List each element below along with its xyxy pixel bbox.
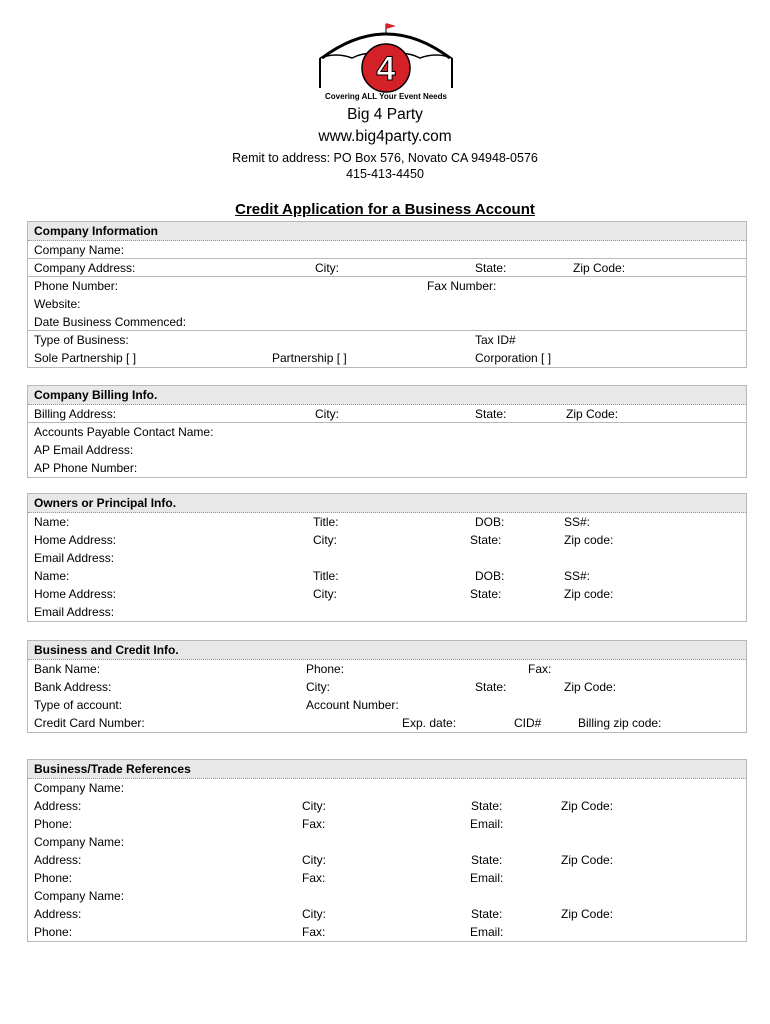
section-owners-info <box>27 493 747 622</box>
form-row[interactable] <box>28 441 746 459</box>
title-field: Title: <box>313 569 339 583</box>
form-row[interactable] <box>28 714 746 732</box>
big4party-logo <box>316 20 456 102</box>
form-row[interactable] <box>28 851 746 869</box>
form-row[interactable] <box>28 331 746 349</box>
ref-address-field: Address: <box>34 907 82 921</box>
ref-phone-field: Phone: <box>34 817 73 831</box>
form-row[interactable] <box>28 513 746 531</box>
city-field: City: <box>302 907 326 921</box>
bank-address-field: Bank Address: <box>34 680 112 694</box>
ref-address-field: Address: <box>34 799 82 813</box>
section-heading: Business/Trade References <box>28 760 746 779</box>
ref-company-name-field: Company Name: <box>34 781 125 795</box>
state-field: State: <box>475 680 507 694</box>
zip-field: Zip Code: <box>561 799 614 813</box>
ref-phone-field: Phone: <box>34 925 73 939</box>
zip-field: Zip Code: <box>564 680 617 694</box>
date-commenced-field: Date Business Commenced: <box>34 315 187 329</box>
email-field: Email: <box>470 817 504 831</box>
dob-field: DOB: <box>475 515 505 529</box>
form-row[interactable] <box>28 459 746 477</box>
account-number-field: Account Number: <box>306 698 399 712</box>
form-row[interactable] <box>28 277 746 295</box>
partnership-checkbox[interactable]: Partnership [ ] <box>272 351 347 365</box>
city-field: City: <box>315 407 339 421</box>
form-row[interactable] <box>28 779 746 797</box>
state-field: State: <box>475 261 507 275</box>
form-row[interactable] <box>28 405 746 423</box>
fax-field: Fax: <box>302 817 326 831</box>
state-field: State: <box>471 907 503 921</box>
email-field: Email Address: <box>34 551 115 565</box>
email-field: Email: <box>470 925 504 939</box>
form-row[interactable] <box>28 678 746 696</box>
zip-field: Zip Code: <box>573 261 626 275</box>
city-field: City: <box>306 680 330 694</box>
form-row[interactable] <box>28 241 746 259</box>
form-row[interactable] <box>28 313 746 331</box>
city-field: City: <box>302 853 326 867</box>
state-field: State: <box>471 853 503 867</box>
phone-field: Phone Number: <box>34 279 119 293</box>
zip-field: Zip Code: <box>566 407 619 421</box>
form-row[interactable] <box>28 815 746 833</box>
company-name-field: Company Name: <box>34 243 125 257</box>
website-field: Website: <box>34 297 81 311</box>
section-company-info <box>27 221 747 368</box>
state-field: State: <box>470 533 502 547</box>
email-field: Email Address: <box>34 605 115 619</box>
form-row[interactable] <box>28 531 746 549</box>
state-field: State: <box>470 587 502 601</box>
credit-card-field: Credit Card Number: <box>34 716 145 730</box>
website-header: www.big4party.com <box>318 128 452 145</box>
form-row[interactable] <box>28 423 746 441</box>
section-heading: Company Information <box>28 222 746 241</box>
form-row[interactable] <box>28 869 746 887</box>
city-field: City: <box>313 587 337 601</box>
state-field: State: <box>475 407 507 421</box>
title-field: Title: <box>313 515 339 529</box>
email-field: Email: <box>470 871 504 885</box>
section-heading: Business and Credit Info. <box>28 641 746 660</box>
state-field: State: <box>471 799 503 813</box>
form-row[interactable] <box>28 567 746 585</box>
form-row[interactable] <box>28 797 746 815</box>
zip-field: Zip Code: <box>561 907 614 921</box>
sole-partnership-checkbox[interactable]: Sole Partnership [ ] <box>34 351 137 365</box>
company-address-field: Company Address: <box>34 261 136 275</box>
tax-id-field: Tax ID# <box>475 333 516 347</box>
form-row[interactable] <box>28 585 746 603</box>
ref-company-name-field: Company Name: <box>34 835 125 849</box>
zip-field: Zip code: <box>564 533 614 547</box>
logo-tagline: Covering ALL Your Event Needs <box>325 92 447 101</box>
ap-contact-field: Accounts Payable Contact Name: <box>34 425 214 439</box>
company-name-header: Big 4 Party <box>347 106 423 123</box>
billing-address-field: Billing Address: <box>34 407 117 421</box>
phone-header: 415-413-4450 <box>346 167 424 181</box>
form-row[interactable] <box>28 603 746 621</box>
form-row[interactable] <box>28 833 746 851</box>
ss-field: SS#: <box>564 515 591 529</box>
cid-field: CID# <box>514 716 542 730</box>
fax-field: Fax: <box>528 662 552 676</box>
zip-field: Zip code: <box>564 587 614 601</box>
zip-field: Zip Code: <box>561 853 614 867</box>
section-credit-info <box>27 640 747 733</box>
city-field: City: <box>313 533 337 547</box>
owner-name-field: Name: <box>34 515 70 529</box>
bank-name-field: Bank Name: <box>34 662 101 676</box>
ap-phone-field: AP Phone Number: <box>34 461 138 475</box>
ref-phone-field: Phone: <box>34 871 73 885</box>
account-type-field: Type of account: <box>34 698 123 712</box>
fax-field: Fax: <box>302 925 326 939</box>
form-row[interactable] <box>28 696 746 714</box>
billing-zip-field: Billing zip code: <box>578 716 662 730</box>
corporation-checkbox[interactable]: Corporation [ ] <box>475 351 552 365</box>
city-field: City: <box>302 799 326 813</box>
form-row[interactable] <box>28 549 746 567</box>
dob-field: DOB: <box>475 569 505 583</box>
section-billing-info <box>27 385 747 478</box>
form-row[interactable] <box>28 887 746 905</box>
form-row[interactable] <box>28 259 746 277</box>
home-address-field: Home Address: <box>34 533 117 547</box>
ref-company-name-field: Company Name: <box>34 889 125 903</box>
form-row[interactable] <box>28 923 746 941</box>
owner-name-field: Name: <box>34 569 70 583</box>
type-of-business-field: Type of Business: <box>34 333 129 347</box>
fax-field: Fax: <box>302 871 326 885</box>
form-row[interactable] <box>28 295 746 313</box>
section-heading: Owners or Principal Info. <box>28 494 746 513</box>
home-address-field: Home Address: <box>34 587 117 601</box>
section-heading: Company Billing Info. <box>28 386 746 405</box>
ref-address-field: Address: <box>34 853 82 867</box>
form-title: Credit Application for a Business Account <box>235 201 535 218</box>
form-row[interactable] <box>28 660 746 678</box>
logo-number: 4 <box>376 50 396 88</box>
remit-address: Remit to address: PO Box 576, Novato CA 94948-0576 <box>232 151 538 165</box>
phone-field: Phone: <box>306 662 345 676</box>
city-field: City: <box>315 261 339 275</box>
section-trade-references <box>27 759 747 942</box>
ss-field: SS#: <box>564 569 591 583</box>
exp-date-field: Exp. date: <box>402 716 457 730</box>
form-row[interactable] <box>28 905 746 923</box>
ap-email-field: AP Email Address: <box>34 443 134 457</box>
form-row[interactable] <box>28 349 746 367</box>
fax-field: Fax Number: <box>427 279 497 293</box>
